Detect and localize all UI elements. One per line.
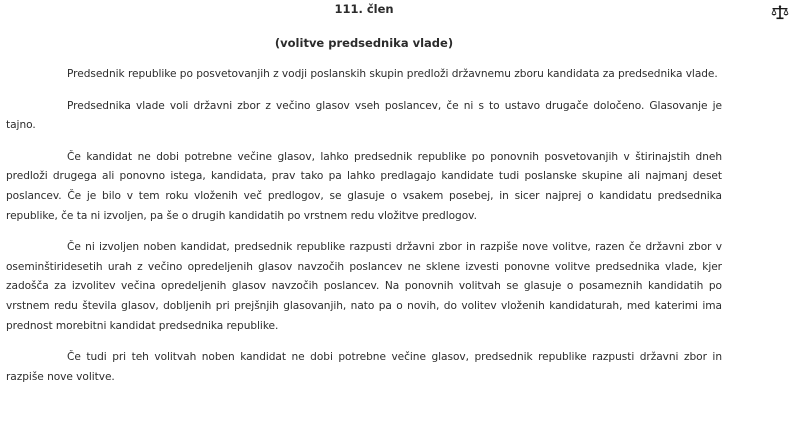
- article-paragraph-1: Predsednik republike po posvetovanjih z vodji poslanskih skupin predloži državnemu zboru kandidata za predsednika vlade.: [67, 68, 718, 80]
- article-paragraph-3: Če kandidat ne dobi potrebne večine glasov, lahko predsednik republike po ponovnih posvetovanjih v štirinajstih dneh predloži drugega ali ponovno istega, kandidata, prav tako pa lahko predlagajo kandidate tudi poslanske skupine ali najmanj deset poslancev. Če je bilo v tem roku vloženih več predlogov, se glasuje o vsakem posebej, in sicer najprej o kandidatu predsednika republike, če ta ni izvoljen, pa še o drugih kandidatih po vrstnem redu vložitve predlogov.: [6, 150, 722, 222]
- article-paragraph-2: Predsednika vlade voli državni zbor z večino glasov vseh poslancev, če ni s to ustavo drugače določeno. Glasovanje je tajno.: [6, 99, 722, 132]
- article-paragraph-5: Če tudi pri teh volitvah noben kandidat ne dobi potrebne večine glasov, predsednik republike razpusti državni zbor in razpiše nove volitve.: [6, 351, 722, 383]
- article-number: 111. člen: [334, 2, 394, 16]
- article-paragraph-4: Če ni izvoljen noben kandidat, predsednik republike razpusti državni zbor in razpiše nove volitve, razen če državni zbor v oseminštiridesetih urah z večino opredeljenih glasov navzočih poslancev ne sklene izvesti ponovne volitve predsednika vlade, kjer zadošča za izvolitev večina opredeljenih glasov navzočih poslancev. Na ponovnih volitvah se glasuje o posameznih kandidatih po vrstnem redu števila glasov, dobljenih pri prejšnjih glasovanjih, nato pa o novih, do volitev vloženih kandidaturah, med katerimi ima prednost morebitni kandidat predsednika republike.: [6, 241, 722, 332]
- article-title: (volitve predsednika vlade): [274, 36, 454, 50]
- scales-of-justice-icon[interactable]: [771, 5, 789, 21]
- article-document: [6, 0, 722, 387]
